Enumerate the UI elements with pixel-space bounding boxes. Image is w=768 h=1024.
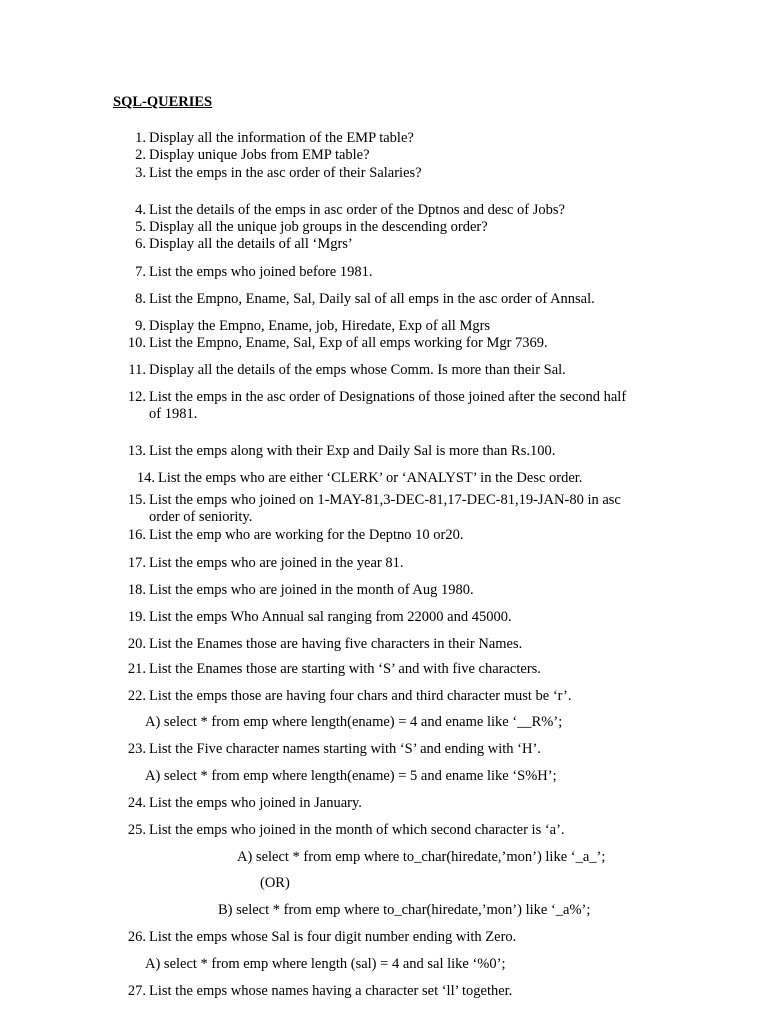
item-number: 6.	[135, 236, 146, 252]
item-text: Display all the unique job groups in the descending order?	[149, 219, 488, 235]
item-text: List the emps in the asc order of Designations of those joined after the second half	[149, 389, 627, 405]
item-number: 3.	[135, 165, 146, 181]
item-number: 10.	[127, 335, 146, 351]
item-text: List the emps whose names having a character set ‘ll’ together.	[149, 983, 513, 999]
item-text: List the emps who are either ‘CLERK’ or ‘ANALYST’ in the Desc order.	[158, 470, 583, 486]
item-text: List the emps who are joined in the year 81.	[149, 555, 404, 571]
item-text: List the emps in the asc order of their Salaries?	[149, 165, 422, 181]
item-text: List the Five character names starting with ‘S’ and ending with ‘H’.	[149, 741, 541, 757]
item-number: 17.	[127, 555, 146, 571]
item-number: 21.	[127, 661, 146, 677]
item-text: List the emps who are joined in the month of Aug 1980.	[149, 582, 474, 598]
item-text: List the emps along with their Exp and Daily Sal is more than Rs.100.	[149, 443, 556, 459]
item-text: Display all the details of all ‘Mgrs’	[149, 236, 353, 252]
item-text-continued: of 1981.	[149, 406, 198, 422]
item-number: 18.	[127, 582, 146, 598]
item-number: 26.	[127, 929, 146, 945]
item-text: List the emp who are working for the Deptno 10 or20.	[149, 527, 464, 543]
item-number: 19.	[127, 609, 146, 625]
page-title: SQL-QUERIES	[113, 94, 213, 110]
answer-q23: A) select * from emp where length(ename) = 5 and ename like ‘S%H’;	[145, 768, 557, 784]
item-number: 16.	[127, 527, 146, 543]
answer-q22: A) select * from emp where length(ename) = 4 and ename like ‘__R%’;	[145, 714, 563, 730]
item-number: 27.	[127, 983, 146, 999]
item-number: 25.	[127, 822, 146, 838]
item-text: Display all the information of the EMP table?	[149, 130, 414, 146]
item-text: List the emps who joined before 1981.	[149, 264, 373, 280]
item-number: 7.	[135, 264, 146, 280]
item-number: 20.	[127, 636, 146, 652]
item-text: List the emps those are having four chars and third character must be ‘r’.	[149, 688, 572, 704]
item-text: List the emps whose Sal is four digit number ending with Zero.	[149, 929, 517, 945]
item-number: 9.	[135, 318, 146, 334]
item-number: 24.	[127, 795, 146, 811]
item-text: List the emps who joined on 1-MAY-81,3-DEC-81,17-DEC-81,19-JAN-80 in asc	[149, 492, 621, 508]
item-number: 15.	[127, 492, 146, 508]
item-text: Display the Empno, Ename, job, Hiredate, Exp of all Mgrs	[149, 318, 491, 334]
item-number: 14.	[136, 470, 155, 486]
item-text: List the Enames those are starting with ‘S’ and with five characters.	[149, 661, 541, 677]
item-number: 1.	[135, 130, 146, 146]
item-text: List the emps who joined in the month of which second character is ‘a’.	[149, 822, 565, 838]
item-number: 22.	[127, 688, 146, 704]
answer-q25-a: A) select * from emp where to_char(hiredate,’mon’) like ‘_a_’;	[237, 849, 606, 865]
item-text: List the details of the emps in asc order of the Dptnos and desc of Jobs?	[149, 202, 565, 218]
item-number: 5.	[135, 219, 146, 235]
answer-q25-b: B) select * from emp where to_char(hiredate,’mon’) like ‘_a%’;	[218, 902, 591, 918]
item-text: List the Empno, Ename, Sal, Daily sal of all emps in the asc order of Annsal.	[149, 291, 595, 307]
item-number: 12.	[127, 389, 146, 405]
item-number: 11.	[128, 362, 146, 378]
item-text: Display unique Jobs from EMP table?	[149, 147, 370, 163]
item-number: 13.	[127, 443, 146, 459]
answer-q26: A) select * from emp where length (sal) = 4 and sal like ‘%0’;	[145, 956, 506, 972]
item-number: 23.	[127, 741, 146, 757]
item-text: List the Enames those are having five characters in their Names.	[149, 636, 523, 652]
item-text: Display all the details of the emps whose Comm. Is more than their Sal.	[149, 362, 566, 378]
item-number: 2.	[135, 147, 146, 163]
answer-q25-or: (OR)	[260, 875, 290, 891]
item-text-continued: order of seniority.	[149, 509, 253, 525]
item-text: List the Empno, Ename, Sal, Exp of all emps working for Mgr 7369.	[149, 335, 548, 351]
item-number: 4.	[135, 202, 146, 218]
item-number: 8.	[135, 291, 146, 307]
item-text: List the emps Who Annual sal ranging from 22000 and 45000.	[149, 609, 512, 625]
item-text: List the emps who joined in January.	[149, 795, 362, 811]
